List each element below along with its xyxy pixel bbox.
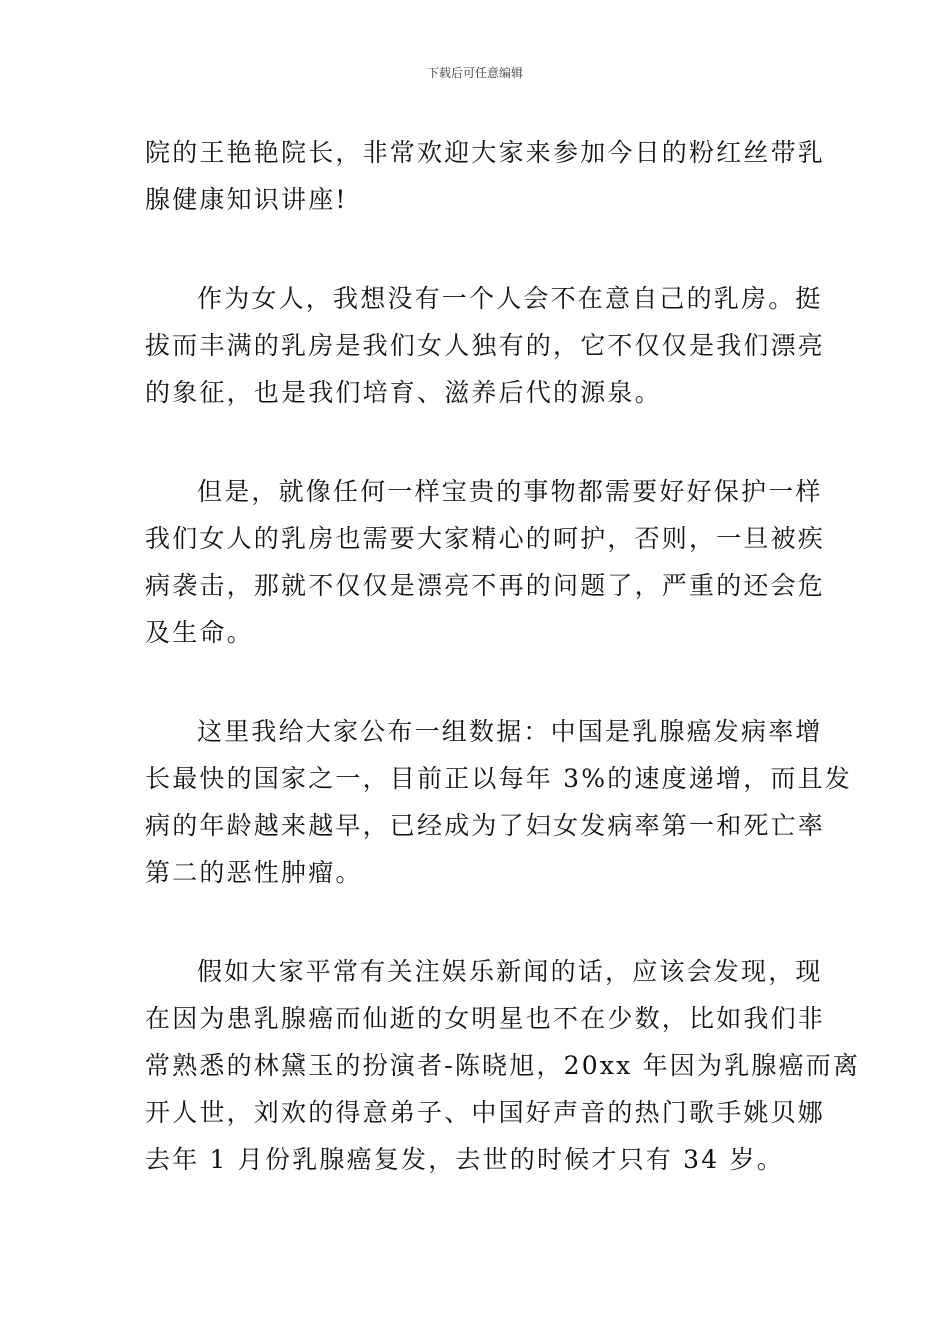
text-line: 这里我给大家公布一组数据：中国是乳腺癌发病率增 — [197, 717, 823, 746]
text-line: 的象征，也是我们培育、滋养后代的源泉。 — [145, 378, 662, 407]
text-line: 在因为患乳腺癌而仙逝的女明星也不在少数，比如我们非 — [145, 1004, 826, 1033]
document-body — [145, 129, 861, 1183]
page-header: 下载后可任意编辑 — [426, 66, 523, 80]
text-line: 第二的恶性肿瘤。 — [145, 858, 363, 887]
text-line: 但是，就像任何一样宝贵的事物都需要好好保护一样 — [197, 477, 823, 506]
paragraph-5 — [145, 948, 861, 1183]
text-line: 腺健康知识讲座! — [145, 185, 348, 214]
text-line: 院的王艳艳院长，非常欢迎大家来参加今日的粉红丝带乳 — [145, 138, 826, 167]
text-line: 去年 1 月份乳腺癌复发，去世的时候才只有 34 岁。 — [145, 1145, 784, 1174]
text-line: 假如大家平常有关注娱乐新闻的话，应该会发现，现 — [197, 957, 823, 986]
text-line: 及生命。 — [145, 618, 254, 647]
text-line: 作为女人，我想没有一个人会不在意自己的乳房。挺 — [197, 284, 823, 313]
paragraph-4 — [145, 708, 853, 896]
text-line: 病的年龄越来越早，已经成为了妇女发病率第一和死亡率 — [145, 811, 826, 840]
text-line: 病袭击，那就不仅仅是漂亮不再的问题了，严重的还会危 — [145, 571, 826, 600]
text-line: 拔而丰满的乳房是我们女人独有的，它不仅仅是我们漂亮 — [145, 331, 826, 360]
text-line: 常熟悉的林黛玉的扮演者-陈晓旭，20xx 年因为乳腺癌而离 — [145, 1051, 861, 1080]
text-line: 开人世，刘欢的得意弟子、中国好声音的热门歌手姚贝娜 — [145, 1098, 826, 1127]
paragraph-1 — [145, 129, 826, 223]
paragraph-3 — [145, 468, 826, 656]
paragraph-2 — [145, 275, 826, 416]
text-line: 我们女人的乳房也需要大家精心的呵护，否则，一旦被疾 — [145, 524, 826, 553]
text-line: 长最快的国家之一，目前正以每年 3%的速度递增，而且发 — [145, 764, 853, 793]
